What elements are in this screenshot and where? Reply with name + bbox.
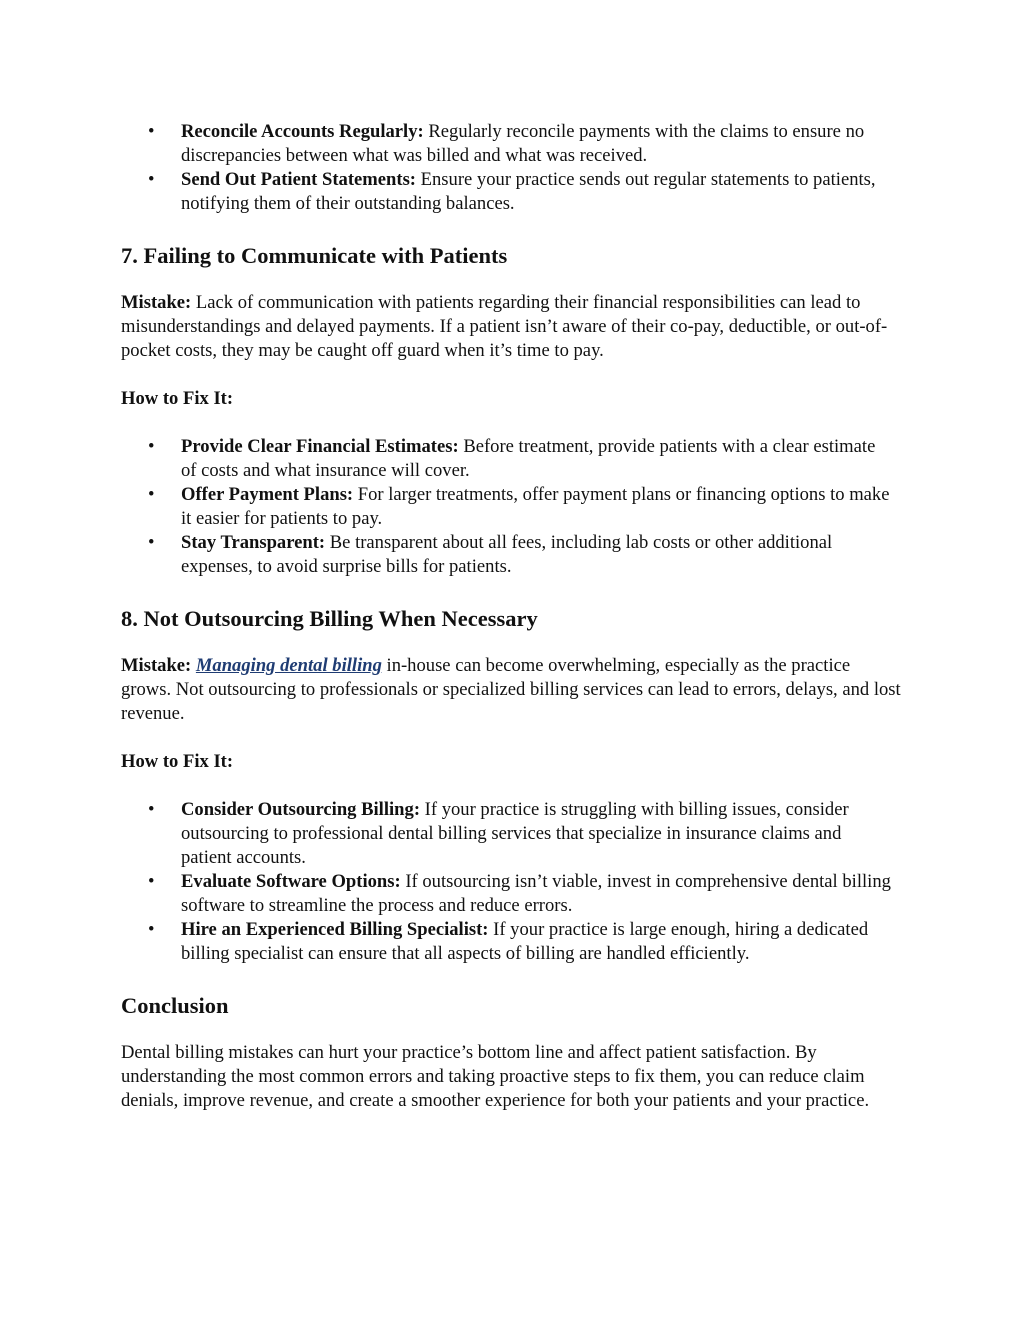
list-item-text: If outsourcing isn’t viable, invest in comprehensive dental billing software to streamline the process and reduce errors. bbox=[181, 871, 891, 916]
list-item-text: Be transparent about all fees, including lab costs or other additional expenses, to avoid surprise bills for patients. bbox=[181, 532, 833, 577]
list-item-term: Offer Payment Plans: bbox=[181, 484, 354, 505]
list-item-term: Reconcile Accounts Regularly: bbox=[181, 121, 424, 142]
section-8-mistake-paragraph bbox=[121, 654, 904, 726]
section-7-fix-list bbox=[121, 435, 904, 579]
section-7-fix-label bbox=[121, 387, 904, 411]
list-item bbox=[121, 168, 904, 216]
conclusion-paragraph: Dental billing mistakes can hurt your practice’s bottom line and affect patient satisfaction. By understanding the most common errors and taking proactive steps to fix them, you can reduce claim denials, improve revenue, and create a smoother experience for both your patients and your practice. bbox=[121, 1042, 870, 1111]
list-item-text: For larger treatments, offer payment plans or financing options to make it easier for patients to pay. bbox=[181, 484, 890, 529]
list-item-text: Before treatment, provide patients with a clear estimate of costs and what insurance will cover. bbox=[181, 436, 876, 481]
list-item bbox=[121, 435, 904, 483]
list-item-term: Provide Clear Financial Estimates: bbox=[181, 436, 459, 457]
list-item bbox=[121, 531, 904, 579]
list-item bbox=[121, 870, 904, 918]
list-item-text: Ensure your practice sends out regular statements to patients, notifying them of their outstanding balances. bbox=[181, 169, 876, 214]
section-7-mistake-paragraph bbox=[121, 291, 904, 363]
managing-dental-billing-link[interactable]: Managing dental billing bbox=[195, 655, 382, 676]
list-item-term: Send Out Patient Statements: bbox=[181, 169, 416, 190]
list-item bbox=[121, 918, 904, 966]
top-bullet-list bbox=[121, 120, 904, 216]
mistake-text: Lack of communication with patients regarding their financial responsibilities can lead to misunderstandings and delayed payments. If a patient isn’t aware of their co-pay, deductible, or out-of-pocket costs, they may be caught off guard when it’s time to pay. bbox=[121, 292, 888, 361]
section-8-fix-list bbox=[121, 798, 904, 966]
section-8-fix-label bbox=[121, 750, 904, 774]
list-item-term: Consider Outsourcing Billing: bbox=[181, 799, 421, 820]
list-item-term: Hire an Experienced Billing Specialist: bbox=[181, 919, 489, 940]
section-7-heading: 7. Failing to Communicate with Patients bbox=[121, 243, 508, 268]
list-item-text: If your practice is large enough, hiring a dedicated billing specialist can ensure that all aspects of billing are handled efficiently. bbox=[181, 919, 869, 964]
list-item-term: Stay Transparent: bbox=[181, 532, 326, 553]
fix-label-text: How to Fix It: bbox=[121, 388, 234, 409]
list-item bbox=[121, 120, 904, 168]
list-item bbox=[121, 798, 904, 870]
conclusion-heading: Conclusion bbox=[121, 993, 229, 1018]
list-item bbox=[121, 483, 904, 531]
list-item-text: Regularly reconcile payments with the claims to ensure no discrepancies between what was billed and what was received. bbox=[181, 121, 865, 166]
list-item-text: If your practice is struggling with billing issues, consider outsourcing to professional dental billing services that specialize in insurance claims and patient accounts. bbox=[181, 799, 849, 868]
mistake-label: Mistake: bbox=[121, 655, 192, 676]
mistake-label: Mistake: bbox=[121, 292, 192, 313]
mistake-text: in-house can become overwhelming, especially as the practice grows. Not outsourcing to professionals or specialized billing services can lead to errors, delays, and lost revenue. bbox=[121, 655, 901, 724]
list-item-term: Evaluate Software Options: bbox=[181, 871, 401, 892]
section-8-heading: 8. Not Outsourcing Billing When Necessary bbox=[121, 606, 538, 631]
fix-label-text: How to Fix It: bbox=[121, 751, 234, 772]
